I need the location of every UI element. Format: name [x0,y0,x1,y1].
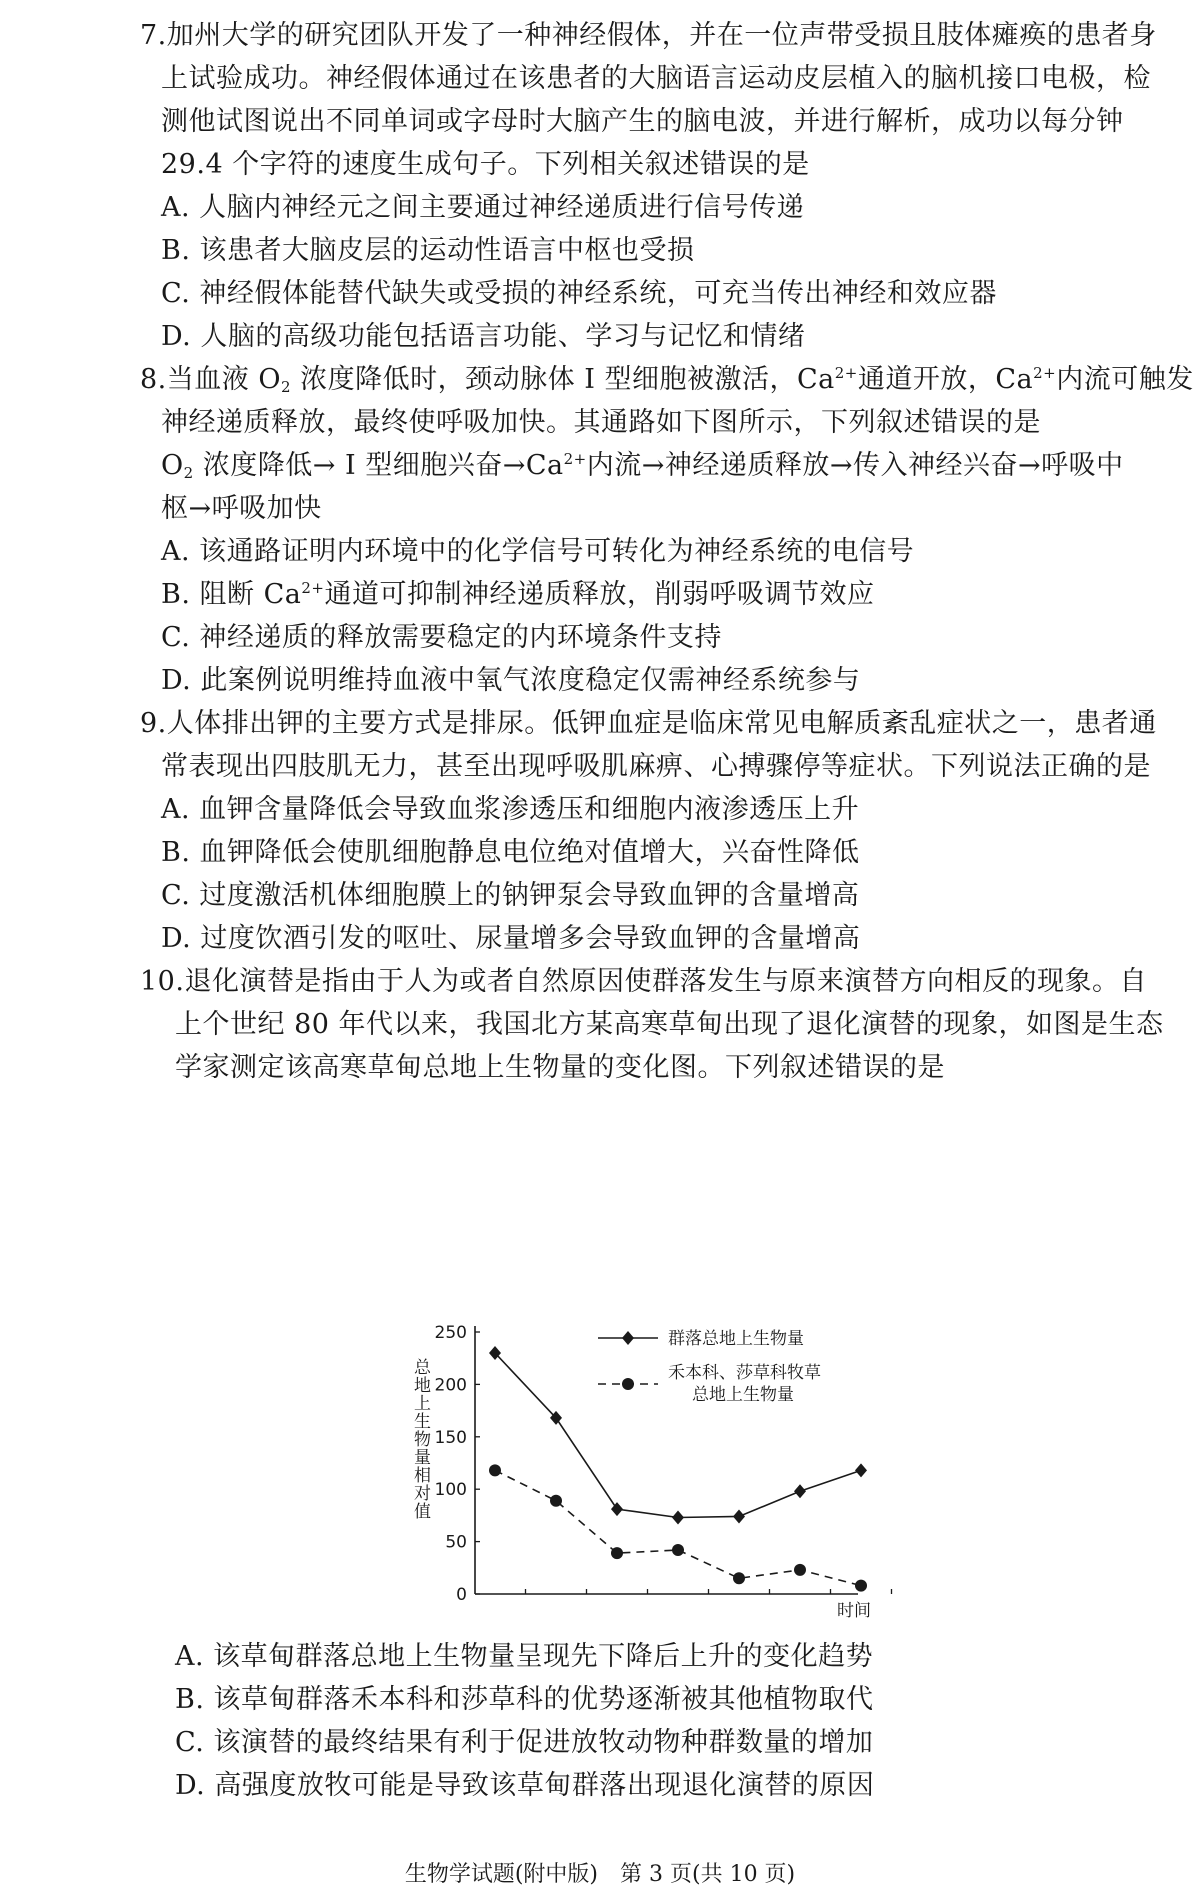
series-2-point [611,1547,623,1559]
y-tick-label: 50 [445,1532,467,1553]
q8-option-b-part: 通道可抑制神经递质释放，削弱呼吸调节效应 [324,579,875,610]
series-2-point [855,1580,867,1592]
legend-label-2-line-1: 禾本科、莎草科牧草 [668,1363,821,1383]
q8-stem-part: 通道开放，Ca [857,364,1034,395]
q8-option-b-part: B. 阻断 Ca [161,579,302,610]
series-1-point [855,1463,867,1477]
series-line-2 [495,1470,861,1585]
legend-marker-2 [622,1378,634,1390]
biomass-chart-svg [380,1318,920,1628]
q10-option-b: B. 该草甸群落禾本科和莎草科的优势逐渐被其他植物取代 [175,1684,874,1715]
q7-stem-line-2: 上试验成功。神经假体通过在该患者的大脑语言运动皮层植入的脑机接口电极，检 [161,63,1151,94]
q8-stem-line-2: 神经递质释放，最终使呼吸加快。其通路如下图所示，下列叙述错误的是 [161,407,1041,438]
q8-number: 8. [140,364,167,395]
series-2-point [550,1495,562,1507]
y-tick-label: 150 [434,1427,467,1448]
y-tick-label: 250 [434,1323,467,1343]
q8-pathway-line-2: 枢→呼吸加快 [161,493,322,524]
series-1-point [733,1509,745,1523]
q10-stem-line-3: 学家测定该高寒草甸总地上生物量的变化图。下列叙述错误的是 [175,1052,945,1083]
q10-stem-line-1 [140,962,1147,1002]
q8-option-d: D. 此案例说明维持血液中氧气浓度稳定仅需神经系统参与 [161,665,861,696]
series-1-point [794,1484,806,1498]
q8-subscript: 2 [183,464,194,482]
series-2-point [794,1564,806,1576]
q7-number: 7. [140,20,167,51]
y-tick-label: 100 [434,1480,467,1501]
q8-stem-line-1 [140,360,1194,400]
y-tick-label: 0 [456,1585,467,1605]
y-tick-label: 200 [434,1375,467,1396]
q9-number: 9. [140,708,167,739]
q8-superscript: 2+ [301,579,325,597]
q8-subscript: 2 [280,378,292,396]
q7-stem-line-4: 29.4 个字符的速度生成句子。下列相关叙述错误的是 [161,149,810,180]
q7-option-a: A. 人脑内神经元之间主要通过神经递质进行信号传递 [161,192,805,223]
q8-pathway-line-1 [161,446,1124,486]
q8-option-c: C. 神经递质的释放需要稳定的内环境条件支持 [161,622,722,653]
q8-path-part: O [161,450,184,481]
legend-label-1: 群落总地上生物量 [668,1329,804,1349]
biomass-chart [380,1318,920,1628]
series-1-point [672,1510,684,1524]
y-axis-label: 总地上生物量相对值 [410,1358,430,1520]
q8-path-part: 内流→神经递质释放→传入神经兴奋→呼吸中 [586,450,1124,481]
x-axis-label: 时间 [837,1601,871,1621]
q8-stem-part: 当血液 O [166,364,281,395]
legend-marker-1 [622,1331,634,1345]
q7-option-b: B. 该患者大脑皮层的运动性语言中枢也受损 [161,235,695,266]
q9-option-c: C. 过度激活机体细胞膜上的钠钾泵会导致血钾的含量增高 [161,880,860,911]
q8-superscript: 2+ [834,364,858,382]
q10-stem-text-1: 退化演替是指由于人为或者自然原因使群落发生与原来演替方向相反的现象。自 [184,966,1147,997]
q7-option-c: C. 神经假体能替代缺失或受损的神经系统，可充当传出神经和效应器 [161,278,997,309]
page-footer: 生物学试题(附中版) 第 3 页(共 10 页) [404,1862,796,1887]
series-2-point [672,1544,684,1556]
series-2-point [733,1572,745,1584]
series-2-point [489,1464,501,1476]
q10-stem-line-2: 上个世纪 80 年代以来，我国北方某高寒草甸出现了退化演替的现象，如图是生态 [175,1009,1164,1040]
q9-option-d: D. 过度饮酒引发的呕吐、尿量增多会导致血钾的含量增高 [161,923,861,954]
q8-stem-part: 内流可触发 [1056,364,1194,395]
q10-number: 10. [140,966,185,997]
q8-option-b [161,575,874,615]
q9-stem-text-1: 人体排出钾的主要方式是排尿。低钾血症是临床常见电解质紊乱症状之一，患者通 [166,708,1157,739]
q9-stem-line-2: 常表现出四肢肌无力，甚至出现呼吸肌麻痹、心搏骤停等症状。下列说法正确的是 [161,751,1151,782]
q7-stem-line-3: 测他试图说出不同单词或字母时大脑产生的脑电波，并进行解析，成功以每分钟 [161,106,1124,137]
q8-option-a: A. 该通路证明内环境中的化学信号可转化为神经系统的电信号 [161,536,915,567]
q7-option-d: D. 人脑的高级功能包括语言功能、学习与记忆和情绪 [161,321,806,352]
q9-stem-line-1 [140,704,1157,744]
q10-option-c: C. 该演替的最终结果有利于促进放牧动物种群数量的增加 [175,1727,874,1758]
q8-stem-part: 浓度降低时，颈动脉体 Ⅰ 型细胞被激活，Ca [291,364,835,395]
q8-superscript: 2+ [1033,364,1057,382]
q7-stem-line-1 [140,16,1157,56]
q8-superscript: 2+ [563,450,587,468]
legend-label-2-line-2: 总地上生物量 [692,1385,794,1405]
q7-stem-text-1: 加州大学的研究团队开发了一种神经假体，并在一位声带受损且肢体瘫痪的患者身 [166,20,1157,51]
q10-option-d: D. 高强度放牧可能是导致该草甸群落出现退化演替的原因 [175,1770,875,1801]
q8-path-part: 浓度降低→ Ⅰ 型细胞兴奋→Ca [193,450,564,481]
q9-option-a: A. 血钾含量降低会导致血浆渗透压和细胞内液渗透压上升 [161,794,860,825]
q10-option-a: A. 该草甸群落总地上生物量呈现先下降后上升的变化趋势 [175,1641,874,1672]
q9-option-b: B. 血钾降低会使肌细胞静息电位绝对值增大，兴奋性降低 [161,837,860,868]
